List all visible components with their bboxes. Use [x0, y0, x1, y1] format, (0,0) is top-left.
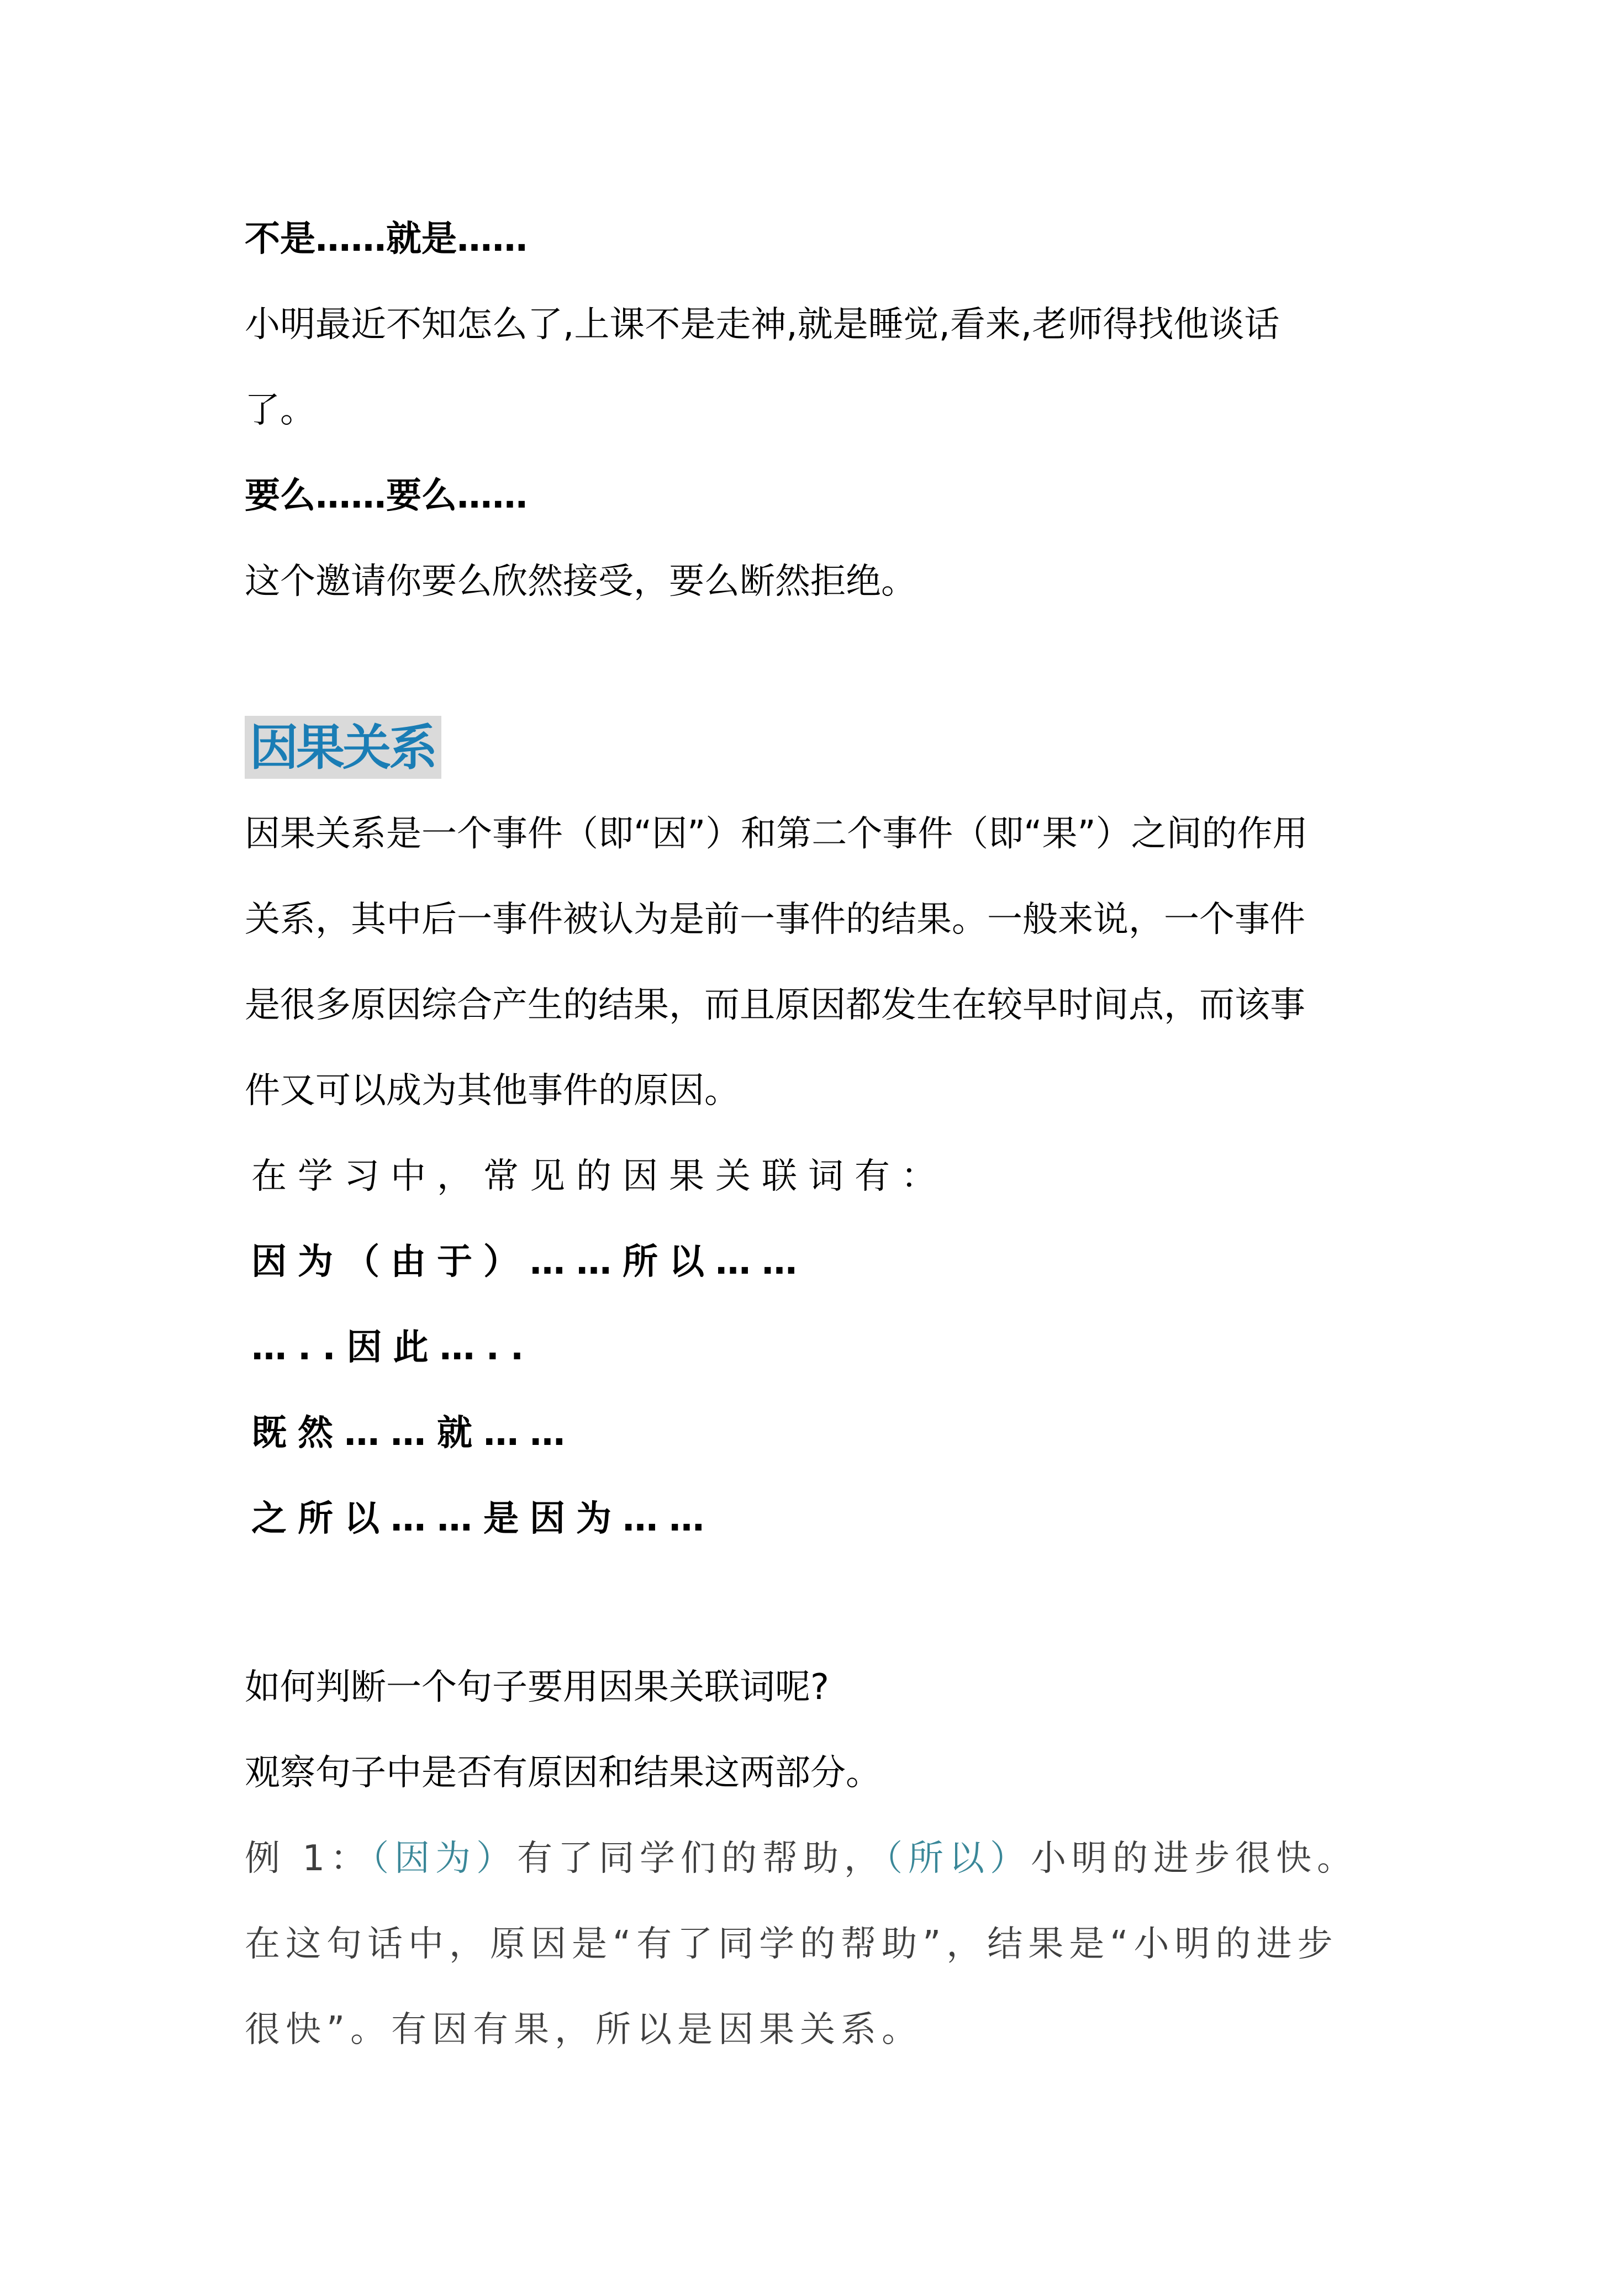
intro-paragraph-line: 关系，其中后一事件被认为是前一事件的结果。一般来说，一个事件 [245, 899, 1305, 940]
highlight-therefore: （所以） [885, 1838, 1031, 1879]
pattern-heading-either-or: 要么……要么…… [245, 476, 528, 516]
example-explanation-line: 在这句话中，原因是“有了同学的帮助”，结果是“小明的进步 [245, 1924, 1338, 1965]
example-sentence: 这个邀请你要么欣然接受，要么断然拒绝。 [245, 561, 916, 602]
example-effect: 小明的进步很快。 [1031, 1838, 1358, 1879]
example-prefix: 例 1： [245, 1838, 372, 1879]
pattern-heading-not-then: 不是……就是…… [245, 219, 528, 260]
conjunction-pattern: 既然……就…… [251, 1413, 576, 1454]
answer-text: 观察句子中是否有原因和结果这两部分。 [245, 1753, 881, 1793]
conjunction-pattern: 之所以……是因为…… [251, 1498, 715, 1539]
intro-paragraph-line: 件又可以成为其他事件的原因。 [245, 1070, 740, 1111]
conjunction-pattern: …..因此….. [251, 1327, 535, 1368]
example-cause: 有了同学们的帮助， [517, 1838, 885, 1879]
conjunction-pattern: 因为（由于）……所以…… [251, 1242, 808, 1283]
highlight-because: （因为） [371, 1838, 518, 1879]
example-1 [245, 1837, 1358, 1881]
example-explanation-line: 很快”。有因有果，所以是因果关系。 [245, 2009, 923, 2050]
question-text: 如何判断一个句子要用因果关联词呢? [245, 1667, 829, 1708]
intro-paragraph-line: 因果关系是一个事件（即“因”）和第二个事件（即“果”）之间的作用 [245, 814, 1308, 854]
section-heading-causal: 因果关系 [250, 719, 436, 776]
example-sentence-line: 小明最近不知怎么了,上课不是走神,就是睡觉,看来,老师得找他谈话 [245, 304, 1280, 345]
common-words-label: 在学习中，常见的因果关联词有： [251, 1156, 947, 1197]
intro-paragraph-line: 是很多原因综合产生的结果，而且原因都发生在较早时间点，而该事 [245, 985, 1305, 1026]
example-sentence-line: 了。 [245, 390, 315, 431]
